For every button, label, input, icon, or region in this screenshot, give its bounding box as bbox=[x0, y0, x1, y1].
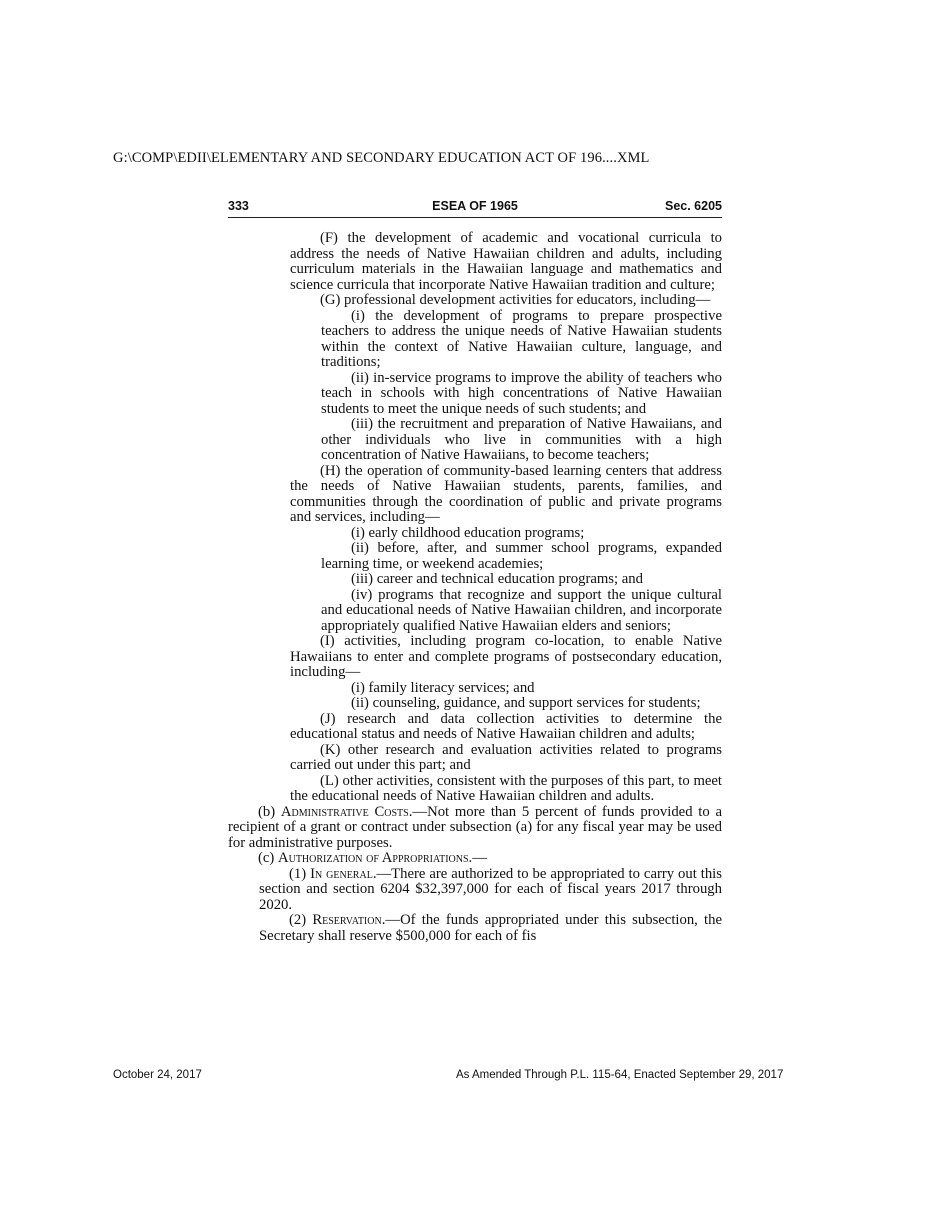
paragraph-c2 bbox=[259, 913, 722, 944]
clause-i-i: (i) family literacy services; and bbox=[351, 679, 535, 696]
subsection-c-heading: Authorization of Appropriations bbox=[277, 850, 469, 866]
running-title: ESEA OF 1965 bbox=[432, 199, 518, 213]
file-path: G:\COMP\EDII\ELEMENTARY AND SECONDARY EDUCATION ACT OF 196....XML bbox=[113, 150, 650, 166]
paragraph-c1-label: (1) bbox=[289, 865, 311, 882]
paragraph-l: (L) other activities, consistent with the purposes of this part, to meet the educational needs of Native Hawaiian children and adults. bbox=[290, 772, 722, 804]
paragraph-f: (F) the development of academic and vocational curricula to address the needs of Native Hawaiian children and adults, including curriculum materials in the Hawaiian language and mathematics and science curricula that incorporate Native Hawaiian tradition and culture; bbox=[290, 230, 722, 293]
paragraph-k: (K) other research and evaluation activities related to programs carried out under this part; and bbox=[290, 741, 722, 773]
paragraph-c1-heading: In general bbox=[310, 865, 373, 882]
paragraph-c2-text: .—Of the funds appropriated under this subsection, the Secretary shall reserve $500,000 for each of fis bbox=[259, 912, 722, 944]
statute-text bbox=[228, 231, 722, 944]
subsection-b bbox=[228, 805, 722, 852]
clause-h-i: (i) early childhood education programs; bbox=[351, 524, 585, 541]
section-number: Sec. 6205 bbox=[665, 199, 722, 213]
paragraph-i: (I) activities, including program co-location, to enable Native Hawaiians to enter and complete programs of postsecondary education, including— bbox=[290, 633, 722, 680]
footer-amendment-note: As Amended Through P.L. 115-64, Enacted September 29, 2017 bbox=[456, 1069, 784, 1081]
paragraph-g: (G) professional development activities for educators, including— bbox=[320, 292, 711, 308]
clause-h-iii: (iii) career and technical education programs; and bbox=[351, 571, 643, 587]
clause-g-iii: (iii) the recruitment and preparation of Native Hawaiians, and other individuals who live in communities with a high concentration of Native Hawaiians, to become teachers; bbox=[321, 416, 722, 463]
clause-i-ii: (ii) counseling, guidance, and support services for students; bbox=[351, 695, 701, 711]
paragraph-c2-label: (2) bbox=[289, 912, 313, 928]
subsection-b-heading: Administrative Costs bbox=[280, 803, 409, 820]
paragraph-c2-heading: Reservation bbox=[312, 912, 382, 928]
paragraph-h: (H) the operation of community-based learning centers that address the needs of Native Hawaiian students, parents, families, and communities through the coordination of public and private programs and services, including— bbox=[290, 462, 722, 525]
clause-h-iv: (iv) programs that recognize and support the unique cultural and educational needs of Native Hawaiian children, and incorporate appropriately qualified Native Hawaiian elders and seniors; bbox=[321, 586, 722, 634]
subsection-b-text: .—Not more than 5 percent of funds provided to a recipient of a grant or contract under subsection (a) for any fiscal year may be used for administrative purposes. bbox=[228, 803, 722, 851]
clause-g-ii: (ii) in-service programs to improve the ability of teachers who teach in schools with high concentrations of Native Hawaiian students to meet the unique needs of such students; and bbox=[321, 369, 722, 417]
paragraph-c1 bbox=[259, 867, 722, 914]
page-number: 333 bbox=[228, 199, 249, 213]
footer-date: October 24, 2017 bbox=[113, 1069, 202, 1081]
subsection-c-label: (c) bbox=[258, 850, 278, 866]
paragraph-c1-text: .—There are authorized to be appropriated to carry out this section and section 6204 $32,397,000 for each of fiscal years 2017 through 2020. bbox=[259, 865, 722, 913]
clause-h-ii: (ii) before, after, and summer school programs, expanded learning time, or weekend academies; bbox=[321, 540, 722, 572]
running-head bbox=[228, 197, 722, 218]
subsection-c-text: .— bbox=[468, 850, 487, 866]
subsection-b-label: (b) bbox=[258, 803, 281, 820]
subsection-c bbox=[228, 851, 722, 867]
paragraph-j: (J) research and data collection activities to determine the educational status and needs of Native Hawaiian children and adults; bbox=[290, 710, 722, 742]
clause-g-i: (i) the development of programs to prepare prospective teachers to address the unique needs of Native Hawaiian students within the context of Native Hawaiian culture, language, and traditions; bbox=[321, 307, 722, 370]
